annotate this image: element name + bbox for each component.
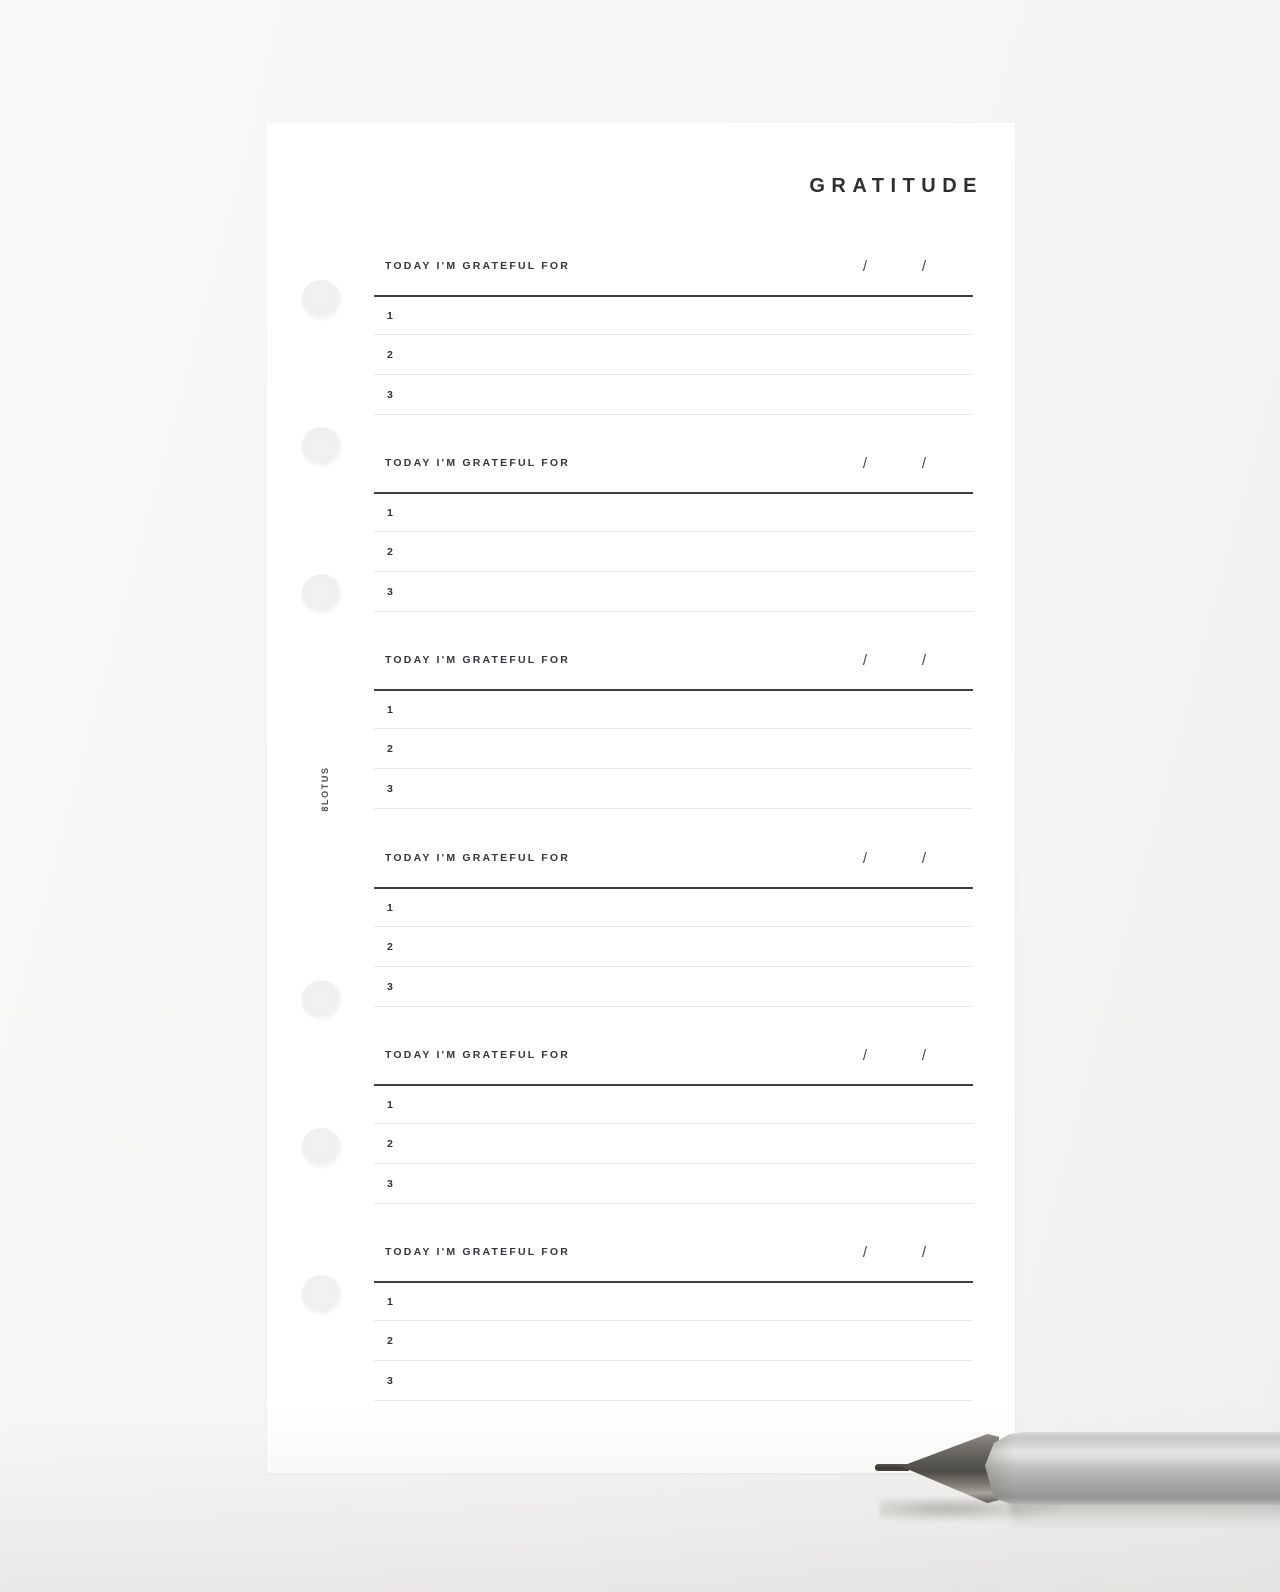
line-number: 2 <box>387 545 393 558</box>
date-slash: / <box>921 454 927 472</box>
planner-page <box>267 123 1015 1473</box>
date-slash: / <box>921 651 927 669</box>
entry-line <box>374 1164 973 1204</box>
entry-line <box>374 532 973 572</box>
entry-lines <box>374 1084 973 1204</box>
date-slash: / <box>862 257 868 275</box>
punch-hole <box>301 980 342 1021</box>
entry-line <box>374 967 973 1007</box>
entry-line <box>374 1321 973 1361</box>
section-title: TODAY I'M GRATEFUL FOR <box>385 1246 571 1258</box>
line-number: 3 <box>387 388 393 401</box>
section-title: TODAY I'M GRATEFUL FOR <box>385 654 571 666</box>
date-slash: / <box>862 849 868 867</box>
brand-vertical-text: 8LOTUS <box>320 766 330 812</box>
section-header <box>374 1044 973 1066</box>
punch-hole <box>301 1128 342 1169</box>
line-number: 2 <box>387 348 393 361</box>
gratitude-section-2 <box>374 452 973 612</box>
entry-line <box>374 769 973 809</box>
line-number: 3 <box>387 980 393 993</box>
line-number: 1 <box>387 703 393 716</box>
entry-line <box>374 297 973 335</box>
page-title: GRATITUDE <box>809 175 983 197</box>
entry-line <box>374 729 973 769</box>
date-slash: / <box>921 1046 927 1064</box>
date-field <box>860 850 973 867</box>
entry-lines <box>374 689 973 809</box>
section-header <box>374 649 973 671</box>
entry-line <box>374 1283 973 1321</box>
entry-lines <box>374 1281 973 1401</box>
pencil-barrel <box>985 1432 1280 1505</box>
line-number: 1 <box>387 309 393 322</box>
punch-hole <box>301 574 342 615</box>
entry-line <box>374 889 973 927</box>
entry-line <box>374 335 973 375</box>
punch-hole <box>301 1275 342 1316</box>
gratitude-section-3 <box>374 649 973 809</box>
entry-lines <box>374 887 973 1007</box>
line-number: 3 <box>387 585 393 598</box>
entry-lines <box>374 295 973 415</box>
date-field <box>860 258 973 275</box>
date-slash: / <box>921 1243 927 1261</box>
punch-hole <box>301 280 342 321</box>
entry-line <box>374 691 973 729</box>
date-slash: / <box>921 257 927 275</box>
section-title: TODAY I'M GRATEFUL FOR <box>385 260 571 272</box>
gratitude-section-5 <box>374 1044 973 1204</box>
section-title: TODAY I'M GRATEFUL FOR <box>385 1049 571 1061</box>
line-number: 3 <box>387 1374 393 1387</box>
entry-line <box>374 1361 973 1401</box>
gratitude-section-6 <box>374 1241 973 1401</box>
line-number: 1 <box>387 1295 393 1308</box>
line-number: 3 <box>387 1177 393 1190</box>
gratitude-section-1 <box>374 255 973 415</box>
date-field <box>860 652 973 669</box>
entry-line <box>374 1124 973 1164</box>
date-slash: / <box>921 849 927 867</box>
section-title: TODAY I'M GRATEFUL FOR <box>385 852 571 864</box>
line-number: 1 <box>387 1098 393 1111</box>
date-field <box>860 455 973 472</box>
date-slash: / <box>862 651 868 669</box>
entry-line <box>374 375 973 415</box>
section-title: TODAY I'M GRATEFUL FOR <box>385 457 571 469</box>
punch-hole <box>301 427 342 468</box>
section-header <box>374 452 973 474</box>
line-number: 2 <box>387 742 393 755</box>
date-slash: / <box>862 1243 868 1261</box>
date-field <box>860 1047 973 1064</box>
line-number: 2 <box>387 1334 393 1347</box>
entry-lines <box>374 492 973 612</box>
date-slash: / <box>862 1046 868 1064</box>
date-field <box>860 1244 973 1261</box>
date-slash: / <box>862 454 868 472</box>
section-header <box>374 847 973 869</box>
line-number: 2 <box>387 1137 393 1150</box>
gratitude-section-4 <box>374 847 973 1007</box>
entry-line <box>374 1086 973 1124</box>
line-number: 1 <box>387 901 393 914</box>
entry-line <box>374 927 973 967</box>
entry-line <box>374 494 973 532</box>
section-header <box>374 1241 973 1263</box>
line-number: 3 <box>387 782 393 795</box>
line-number: 2 <box>387 940 393 953</box>
section-header <box>374 255 973 277</box>
line-number: 1 <box>387 506 393 519</box>
entry-line <box>374 572 973 612</box>
